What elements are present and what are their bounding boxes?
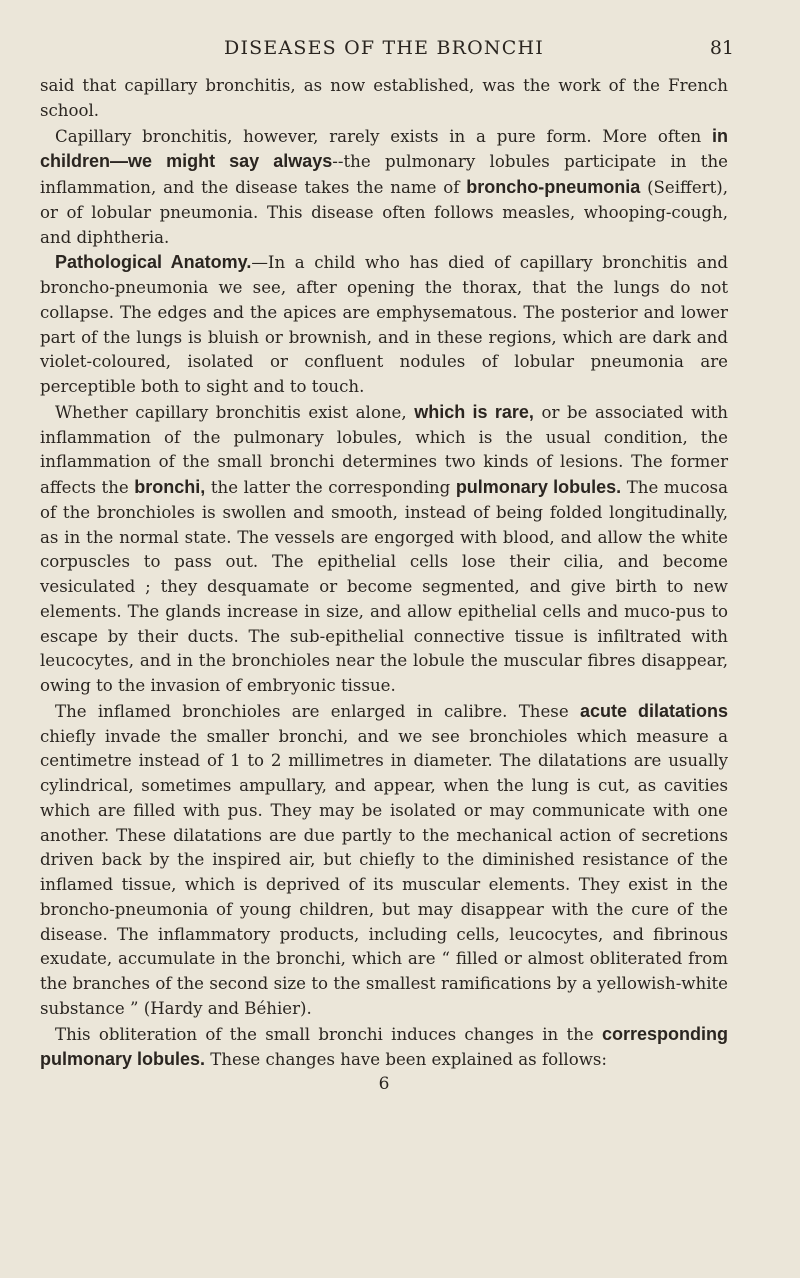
text-run: This obliteration of the small bronchi induces changes in the [55,1024,602,1044]
paragraph [40,250,728,400]
signature-mark: 6 [378,1074,390,1094]
text-run: Whether capillary bronchitis exist alone, [55,402,415,422]
text-run: The inflamed bronchioles are enlarged in calibre. These [55,701,580,721]
page-title: DISEASES OF THE BRONCHI [224,37,544,59]
page-number: 81 [709,37,734,59]
emphasized-term: pulmonary lobules. [455,477,622,497]
paragraph [40,400,728,699]
text-run: or be associated with inflammation of the pulmonary lobules, which is the usual condition, the inflammation of the small bronchi determines two kinds of lesions. The former affects the [40,402,728,497]
text-run: chiefly invade the smaller bronchi, and we see bronchioles which measure a centimetre instead of 1 to 2 millimetres in diameter. The dilatations are usually cylindrical, sometimes ampullary, and appear, when the lung is cut, as cavities which are filled with pus. They may be isolated or may communicate with one another. These dilatations are due partly to the mechanical action of secretions driven back by the inspired air, but chiefly to the diminished resistance of the inflamed tissue, which is deprived of its muscular elements. They exist in the broncho-pneumonia of young children, but may disappear with the cure of the disease. The inflammatory products, including cells, leucocytes, and fibrinous exudate, accumulate in the bronchi, which are “ filled or almost obliterated from the branches of the second size to the smallest ramifications by a yellowish-white substance ” (Hardy and Béhier). [40,726,728,1018]
emphasized-term: Pathological Anatomy. [55,252,252,273]
emphasized-term: which is rare, [414,401,534,422]
text-run: (Seiffert), or of lobular pneumonia. This disease often follows measles, whooping-cough, and diphtheria. [40,178,729,247]
emphasized-term: broncho-pneumonia [466,177,641,197]
emphasized-term: corresponding pulmonary lobules. [40,1023,728,1070]
running-head [40,16,734,59]
paragraph [40,1022,728,1074]
text-run: These changes have been explained as follows: [205,1050,608,1070]
text-run: the latter the corresponding [205,478,456,497]
text-run: Capillary bronchitis, however, rarely exists in a pure form. More often [55,126,712,146]
text-run: said that capillary bronchitis, as now established, was the work of the French school. [40,76,728,120]
text-run: The mucosa of the bronchioles is swollen and smooth, instead of being folded longitudinally, as in the normal state. The vessels are engorged with blood, and allow the white corpuscles to pass out. The epithelial cells lose their cilia, and become vesiculated ; they desquamate or become segmented, and give birth to new elements. The glands increase in size, and allow epithelial cells and muco-pus to escape by their ducts. The sub-epithelial connective tissue is infiltrated with leucocytes, and in the bronchioles near the lobule the muscular fibres disappear, owing to the invasion of embryonic tissue. [40,478,728,695]
paragraph [40,699,728,1022]
emphasized-term: in children—we might say always [40,125,728,172]
paragraph [40,124,728,251]
emphasized-term: acute dilatations [579,700,729,721]
text-run: --the pulmonary lobules participate in the inflammation, and the disease takes the name of [40,152,728,197]
emphasized-term: bronchi, [134,477,206,497]
text-run: —In a child who has died of capillary bronchitis and broncho-pneumonia we see, after opening the thorax, that the lungs do not collapse. The edges and the apices are emphysematous. The posterior and lower part of the lungs is bluish or brownish, and in these regions, which are dark and violet-coloured, isolated or confluent nodules of lobular pneumonia are perceptible both to sight and to touch. [40,253,728,396]
body-text [40,74,728,1073]
paragraph [40,74,728,124]
